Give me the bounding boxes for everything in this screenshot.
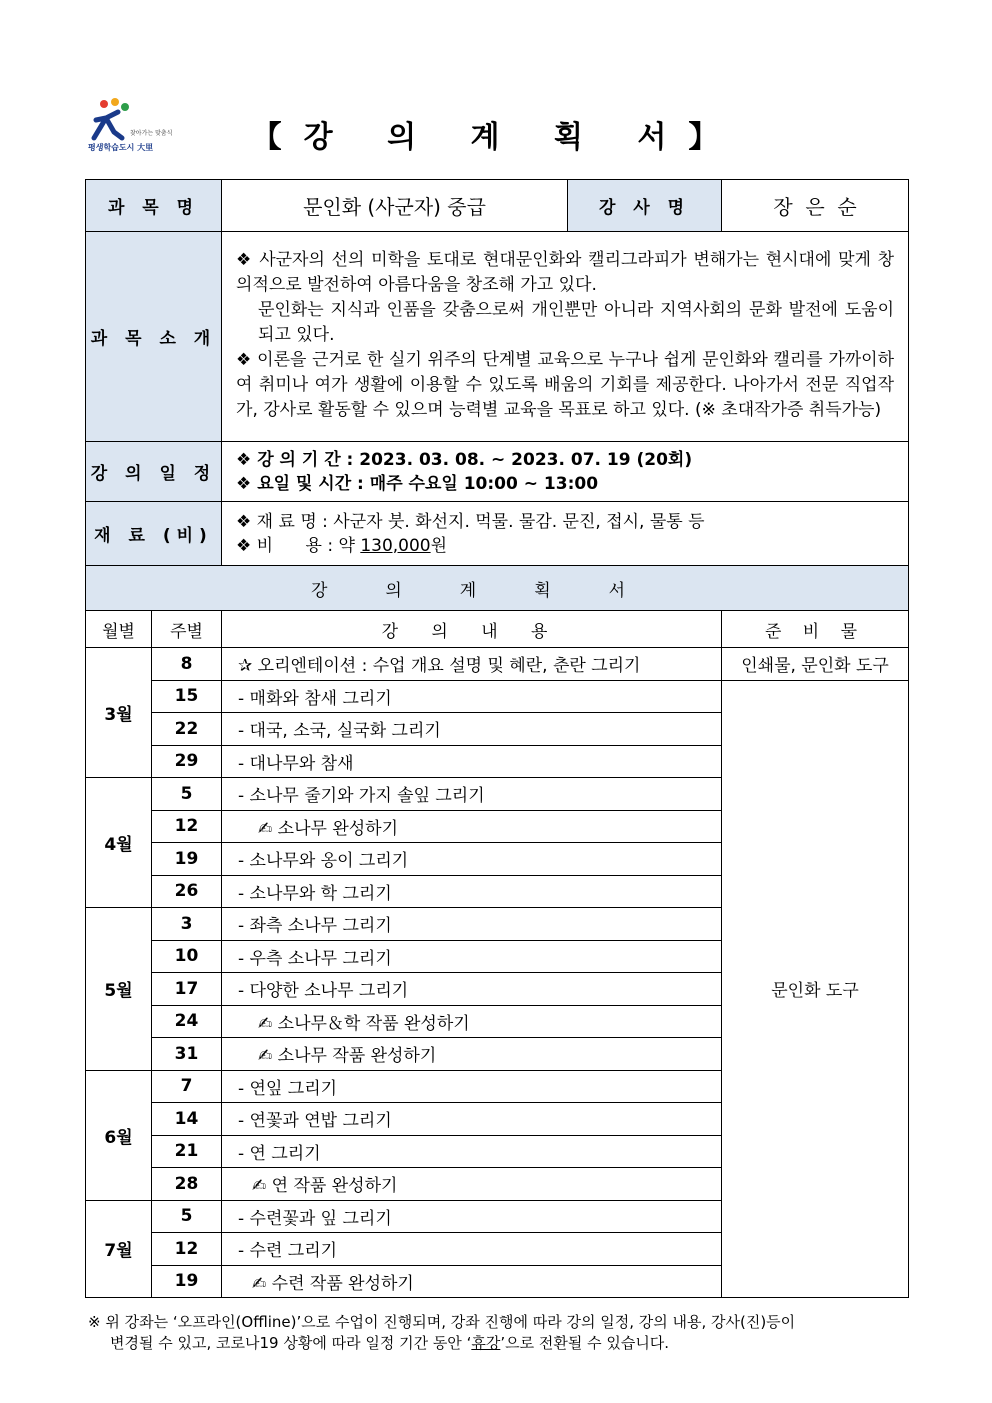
logo-name: 평생학습도시 大里	[88, 143, 154, 152]
content-cell: - 수련 그리기	[222, 1233, 722, 1266]
content-cell: - 좌측 소나무 그리기	[222, 908, 722, 941]
week-cell: 5	[152, 778, 222, 811]
week-cell: 8	[152, 648, 222, 681]
schedule-text	[222, 442, 909, 502]
logo-tagline: 찾아가는 맞춤식	[130, 130, 173, 137]
subject-value: 문인화 (사군자) 중급	[222, 180, 568, 232]
week-cell: 12	[152, 810, 222, 843]
week-cell: 3	[152, 908, 222, 941]
materials-text	[222, 502, 909, 566]
content-cell: ✍ 수련 작품 완성하기	[222, 1265, 722, 1298]
week-cell: 7	[152, 1070, 222, 1103]
month-cell: 6월	[86, 1070, 152, 1200]
week-cell: 22	[152, 713, 222, 746]
week-cell: 19	[152, 843, 222, 876]
content-cell: - 우측 소나무 그리기	[222, 940, 722, 973]
col-week: 주별	[152, 611, 222, 648]
content-cell: - 연 그리기	[222, 1135, 722, 1168]
bullet-icon: ❖	[236, 511, 252, 532]
bullet-icon: ❖	[236, 449, 252, 470]
schedule-label: 강 의 일 정	[86, 442, 222, 502]
week-cell: 12	[152, 1233, 222, 1266]
content-cell: - 수련꽃과 잎 그리기	[222, 1200, 722, 1233]
week-cell: 17	[152, 973, 222, 1006]
month-cell: 4월	[86, 778, 152, 908]
week-cell: 26	[152, 875, 222, 908]
footnote-underlined: 휴강	[471, 1334, 501, 1352]
month-cell: 5월	[86, 908, 152, 1071]
month-cell: 3월	[86, 648, 152, 778]
materials-items: 재 료 명 : 사군자 붓. 화선지. 먹물. 물감. 문진, 접시, 물통 등	[256, 511, 705, 532]
content-cell: - 다양한 소나무 그리기	[222, 973, 722, 1006]
content-cell: ✰ 오리엔테이션 : 수업 개요 설명 및 혜란, 춘란 그리기	[222, 648, 722, 681]
schedule-time: 요일 및 시간 : 매주 수요일 10:00 ~ 13:00	[257, 473, 599, 494]
instructor-label: 강 사 명	[568, 180, 722, 232]
materials-label: 재 료 (비)	[86, 502, 222, 566]
intro-p1: 사군자의 선의 미학을 토대로 현대문인화와 캘리그라피가 변해가는 현시대에 맞게 창의적으로 발전하여 아름다움을 창조해 가고 있다.	[236, 250, 895, 295]
subject-label: 과 목 명	[86, 180, 222, 232]
plan-banner: 강의계획서	[86, 566, 909, 611]
bullet-icon: ❖	[236, 535, 252, 556]
content-cell: - 소나무와 학 그리기	[222, 875, 722, 908]
month-cell: 7월	[86, 1200, 152, 1298]
materials-cost-unit: 원	[430, 535, 448, 556]
materials-cost-amount: 130,000	[360, 535, 431, 556]
content-cell: ✍ 소나무 완성하기	[222, 810, 722, 843]
week-cell: 31	[152, 1038, 222, 1071]
week-cell: 28	[152, 1168, 222, 1201]
content-cell: - 대나무와 참새	[222, 745, 722, 778]
table-row	[86, 680, 909, 713]
col-content: 강 의 내 용	[222, 611, 722, 648]
week-cell: 10	[152, 940, 222, 973]
content-cell: - 대국, 소국, 실국화 그리기	[222, 713, 722, 746]
intro-label: 과 목 소 개	[86, 232, 222, 442]
week-cell: 29	[152, 745, 222, 778]
bullet-icon: ❖	[236, 250, 253, 270]
content-cell: - 소나무 줄기와 가지 솔잎 그리기	[222, 778, 722, 811]
intro-p3: 이론을 근거로 한 실기 위주의 단계별 교육으로 누구나 쉽게 문인화와 캘리를 가까이하여 취미나 여가 생활에 이용할 수 있도록 배움의 기회를 제공한다. 나아가서 전문 직업작가, 강사로 활동할 수 있으며 능력별 교육을 목표로 하고 있다. (※ 초대작가증 취득가능)	[236, 350, 895, 420]
lecture-plan-table	[85, 179, 909, 1298]
week-cell: 21	[152, 1135, 222, 1168]
content-cell: - 매화와 참새 그리기	[222, 680, 722, 713]
schedule-period: 강 의 기 간 : 2023. 03. 08. ~ 2023. 07. 19 (20회)	[257, 449, 693, 470]
intro-text	[222, 232, 909, 442]
week-cell: 5	[152, 1200, 222, 1233]
week-cell: 15	[152, 680, 222, 713]
week-cell: 19	[152, 1265, 222, 1298]
content-cell: ✍ 소나무 작품 완성하기	[222, 1038, 722, 1071]
instructor-value: 장 은 순	[722, 180, 909, 232]
footnote-line2: 변경될 수 있고, 코로나19 상황에 따라 일정 기간 동안 ‘휴강’으로 전환될 수 있습니다.	[110, 1334, 670, 1352]
col-month: 월별	[86, 611, 152, 648]
footnote	[88, 1312, 898, 1354]
content-cell: - 연잎 그리기	[222, 1070, 722, 1103]
week-cell: 14	[152, 1103, 222, 1136]
intro-p2: 문인화는 지식과 인품을 갖춤으로써 개인뿐만 아니라 지역사회의 문화 발전에 도움이 되고 있다.	[258, 300, 895, 345]
prep-cell-rest: 문인화 도구	[722, 680, 909, 1298]
footnote-line1: ※ 위 강좌는 ‘오프라인(Offline)’으로 수업이 진행되며, 강좌 진행에 따라 강의 일정, 강의 내용, 강사(진)등이	[88, 1313, 796, 1331]
prep-cell-first: 인쇄물, 문인화 도구	[722, 648, 909, 681]
bullet-icon: ❖	[236, 473, 252, 494]
content-cell: - 소나무와 옹이 그리기	[222, 843, 722, 876]
content-cell: ✍ 소나무＆학 작품 완성하기	[222, 1005, 722, 1038]
bullet-icon: ❖	[236, 350, 252, 370]
week-cell: 24	[152, 1005, 222, 1038]
content-cell: - 연꽃과 연밥 그리기	[222, 1103, 722, 1136]
materials-cost-prefix: 비 용 : 약	[256, 535, 361, 556]
content-cell: ✍ 연 작품 완성하기	[222, 1168, 722, 1201]
table-row	[86, 648, 909, 681]
col-prep: 준 비 물	[722, 611, 909, 648]
page-title: 【강 의 계 획 서】	[251, 120, 741, 155]
